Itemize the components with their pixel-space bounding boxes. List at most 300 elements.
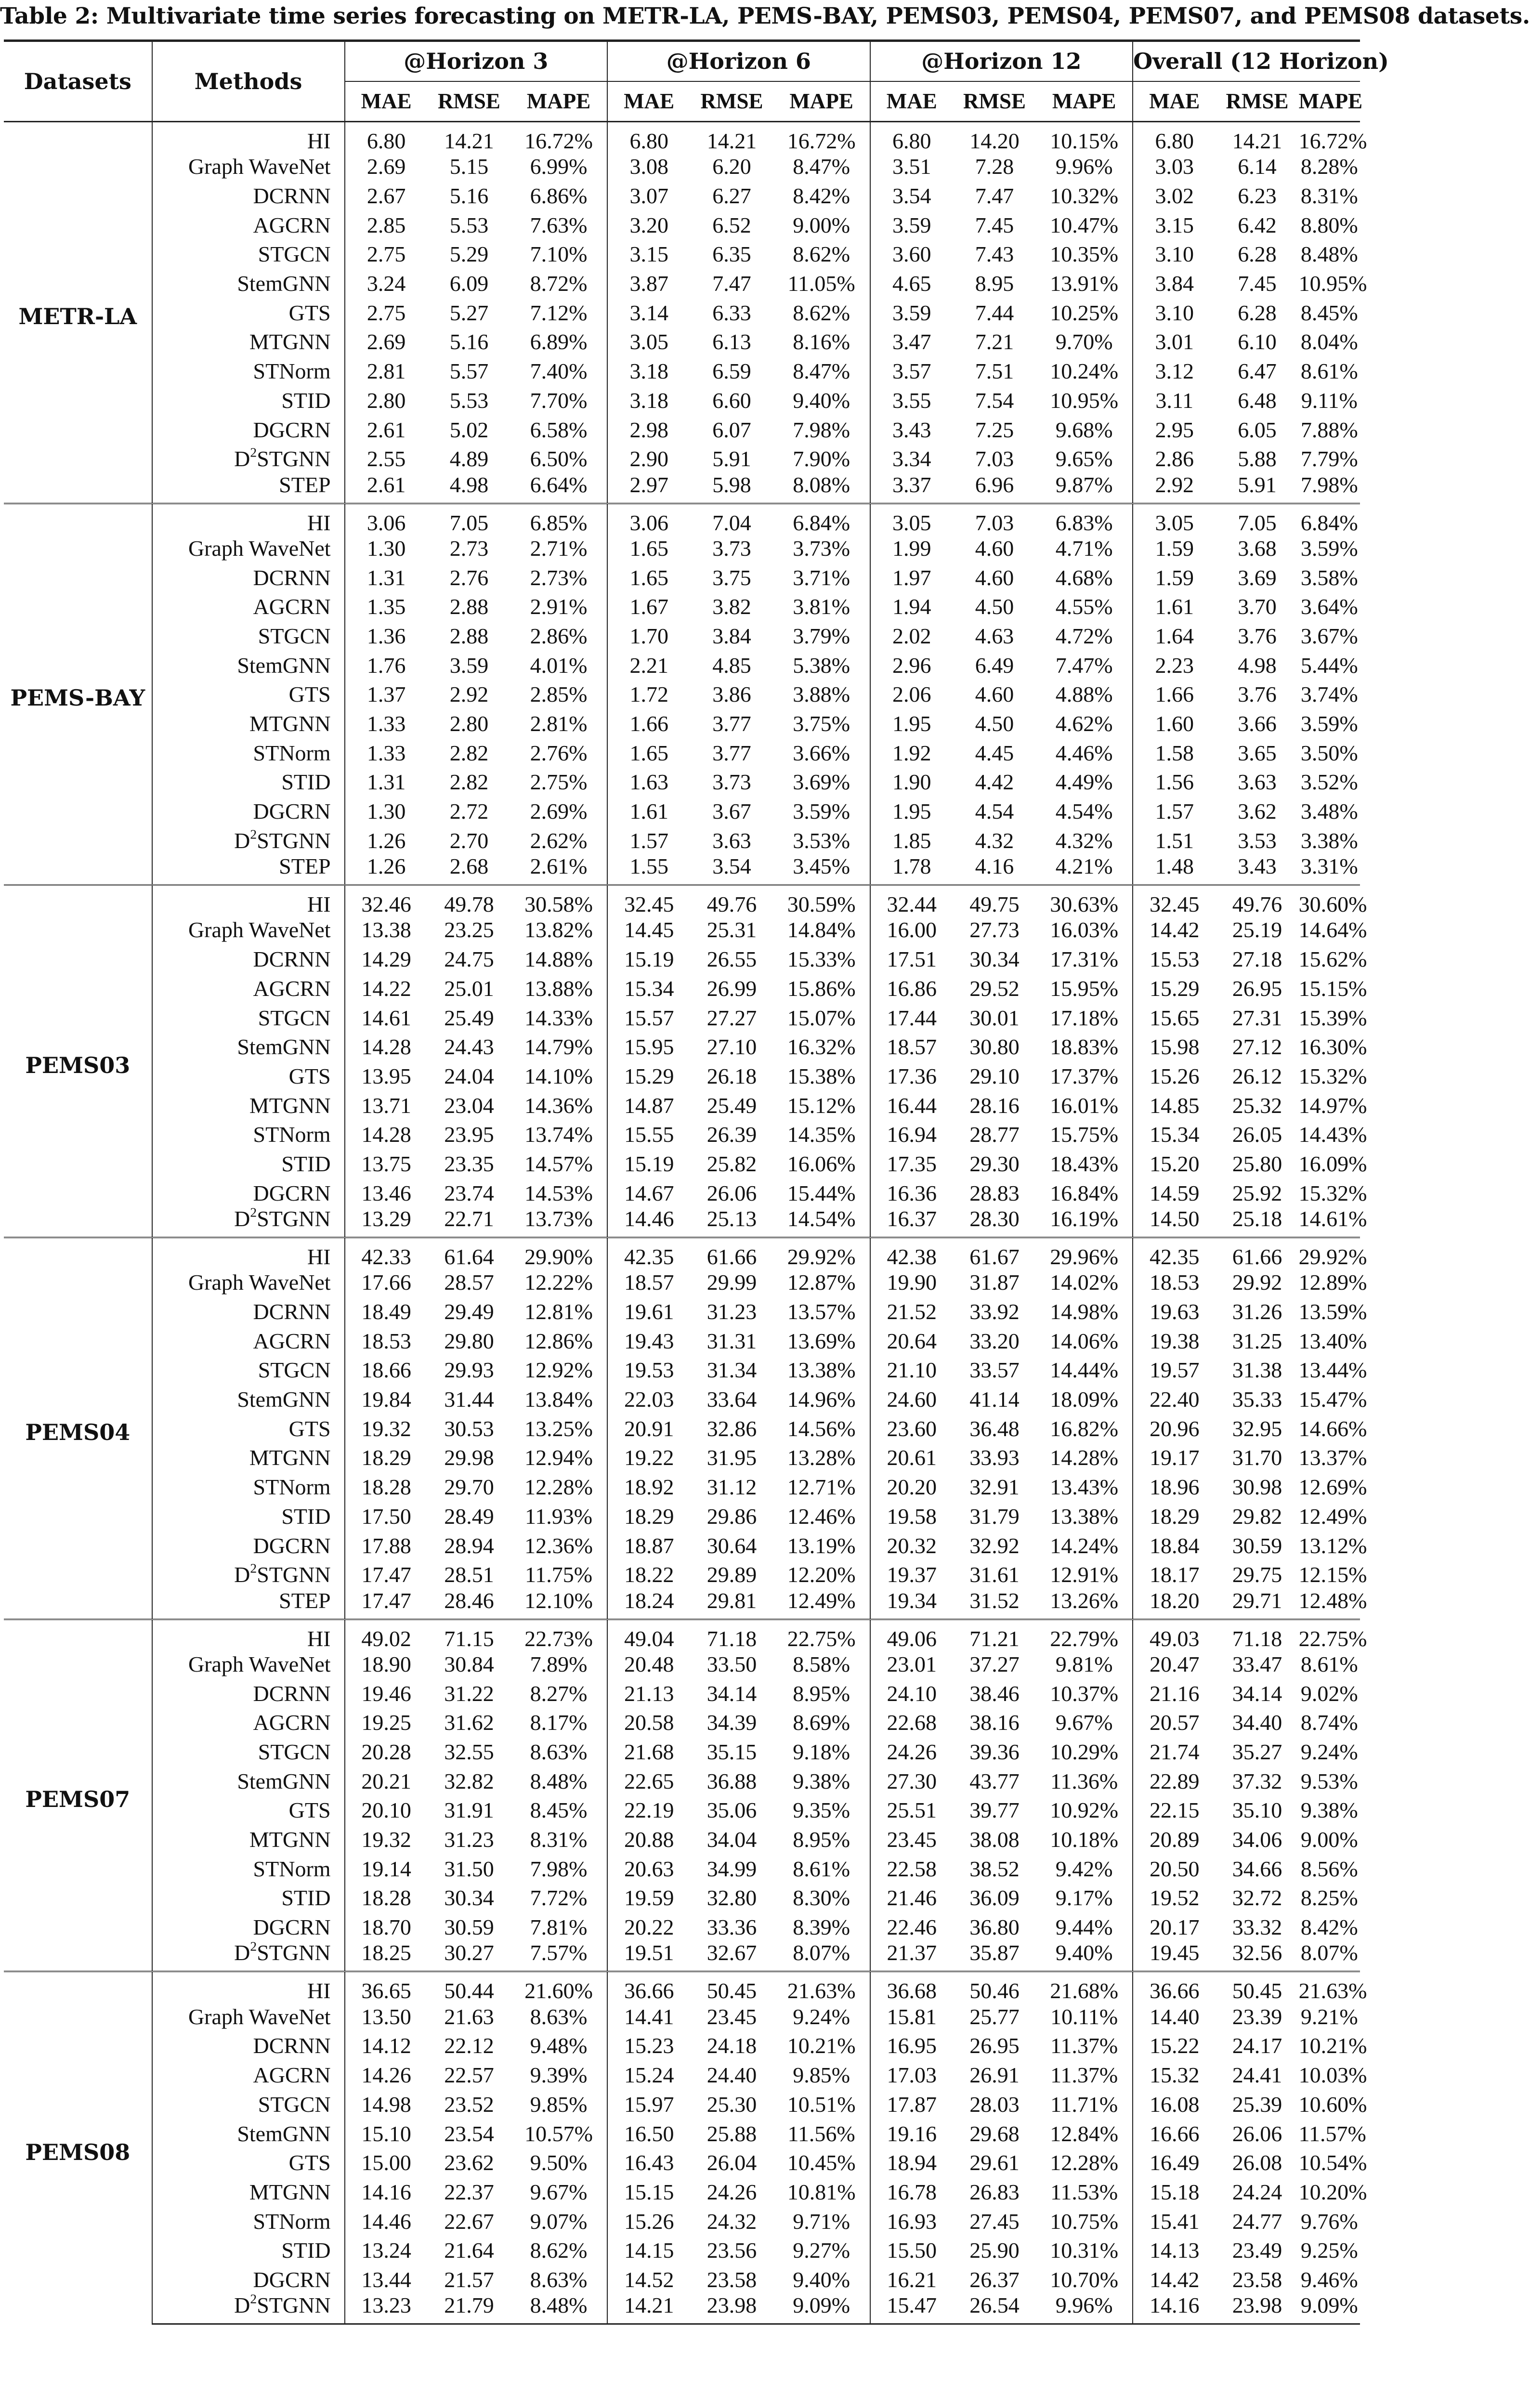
metric-cell: 15.32% [1298,1063,1367,1088]
metric-cell: 14.96% [787,1387,856,1412]
table-row [4,152,1360,182]
method-name: STGCN [152,1738,345,1767]
metric-cell: 36.66 [1133,1972,1216,2002]
metric-cell: 27.12 [1232,1034,1282,1060]
metric-cell: 10.60% [1298,2092,1367,2117]
metric-cell: 30.60% [1299,885,1360,916]
metric-cell: 14.21 [607,2294,690,2324]
metric-cell: 9.85% [530,2092,588,2117]
metric-cell: 30.53 [444,1416,494,1441]
table-row [4,269,1360,299]
metric-cell: 42.35 [607,1238,690,1269]
metric-cell: 15.75% [1050,1122,1119,1147]
method-name: DGCRN [152,2265,345,2295]
table-row [4,2178,1360,2207]
metric-cell: 9.07% [530,2209,588,2234]
metric-cell: 19.46 [345,1679,428,1708]
metric-cell: 9.44% [1055,1915,1113,1940]
metric-cell: 22.65 [607,1767,690,1796]
metric-cell: 20.61 [870,1443,953,1473]
metric-cell: 30.63% [1036,885,1133,916]
metric-cell: 6.48 [1238,388,1277,413]
metric-cell: 15.12% [787,1093,856,1118]
metric-cell: 15.81 [870,2002,953,2031]
method-name: StemGNN [152,2119,345,2148]
header-mape: MAPE [1299,81,1360,122]
metric-cell: 16.01% [1050,1093,1119,1118]
metric-cell: 16.37 [870,1208,953,1238]
metric-cell: 14.98 [345,2090,428,2120]
header-mape: MAPE [1036,81,1133,122]
metric-cell: 13.50 [345,2002,428,2031]
metric-cell: 9.00% [1300,1827,1358,1852]
metric-cell: 25.39 [1232,2092,1282,2117]
metric-cell: 50.45 [690,1972,773,2002]
metric-cell: 3.73% [793,536,850,561]
metric-cell: 18.17 [1133,1560,1216,1590]
metric-cell: 19.90 [870,1268,953,1297]
method-name: Graph WaveNet [152,2002,345,2031]
metric-cell: 14.42 [1133,2265,1216,2295]
metric-cell: 6.05 [1238,417,1277,442]
metric-cell: 9.53% [1300,1768,1358,1793]
metric-cell: 5.91 [1216,474,1298,504]
metric-cell: 3.53% [793,828,850,853]
table-row [4,2265,1360,2295]
metric-cell: 14.88% [524,947,593,972]
metric-cell: 29.92% [773,1238,870,1269]
metric-cell: 4.88% [1055,682,1113,707]
method-name: STID [152,768,345,797]
metric-cell: 21.60% [510,1972,607,2002]
method-name: STEP [152,855,345,885]
metric-cell: 34.40 [1232,1710,1282,1735]
metric-cell: 13.25% [524,1416,593,1441]
metric-cell: 3.66 [1238,711,1277,736]
metric-cell: 22.46 [870,1913,953,1942]
metric-cell: 1.78 [870,855,953,885]
metric-cell: 8.62% [530,2238,588,2263]
metric-cell: 11.05% [787,271,855,296]
table-row [4,1033,1360,1062]
metric-cell: 1.66 [1133,680,1216,709]
metric-cell: 19.43 [607,1326,690,1356]
metric-cell: 10.24% [1050,359,1119,384]
metric-cell: 9.09% [1299,2294,1360,2324]
metric-cell: 1.97 [870,563,953,592]
metric-cell: 1.56 [1133,768,1216,797]
metric-cell: 26.06 [1232,2121,1282,2146]
metric-cell: 35.33 [1232,1387,1282,1412]
metric-cell: 14.28 [345,1120,428,1150]
metric-cell: 11.71% [1050,2092,1118,2117]
metric-cell: 4.50 [975,594,1014,619]
metric-cell: 13.26% [1036,1590,1133,1620]
metric-cell: 9.35% [793,1798,850,1823]
metric-cell: 1.65 [607,563,690,592]
metric-cell: 12.86% [524,1328,593,1353]
metric-cell: 8.47% [793,359,850,384]
metric-cell: 7.98% [530,1856,588,1881]
metric-cell: 3.77 [712,740,751,765]
metric-cell: 1.33 [345,738,428,768]
metric-cell: 8.95 [975,271,1014,296]
metric-cell: 23.74 [444,1180,494,1205]
metric-cell: 18.22 [607,1560,690,1590]
metric-cell: 2.92 [449,682,489,707]
metric-cell: 18.96 [1133,1473,1216,1502]
metric-cell: 3.08 [607,152,690,182]
metric-cell: 14.52 [607,2265,690,2295]
table-row [4,240,1360,269]
metric-cell: 19.22 [607,1443,690,1473]
metric-cell: 19.53 [607,1356,690,1385]
metric-cell: 12.28% [524,1475,593,1500]
metric-cell: 8.62% [793,300,850,325]
metric-cell: 3.77 [712,711,751,736]
metric-cell: 12.89% [1298,1270,1367,1295]
metric-cell: 29.93 [444,1358,494,1383]
metric-cell: 16.09% [1298,1151,1367,1176]
metric-cell: 13.84% [524,1387,593,1412]
metric-cell: 17.88 [345,1531,428,1560]
metric-cell: 10.54% [1298,2150,1367,2175]
metric-cell: 28.49 [444,1504,494,1529]
metric-cell: 3.37 [870,474,953,504]
metric-cell: 25.51 [870,1796,953,1825]
metric-cell: 32.67 [690,1942,773,1972]
metric-cell: 2.91% [530,594,588,619]
metric-cell: 50.46 [953,1972,1036,2002]
method-name: MTGNN [152,709,345,739]
method-name: STEP [152,1590,345,1620]
metric-cell: 15.38% [787,1063,856,1088]
metric-cell: 28.57 [444,1270,494,1295]
metric-cell: 24.60 [870,1385,953,1414]
method-name: $D^2STGNN$ [152,1942,345,1972]
metric-cell: 31.34 [706,1358,757,1383]
table-row [4,797,1360,826]
metric-cell: 14.13 [1133,2236,1216,2265]
table-row [4,1796,1360,1825]
metric-cell: 27.73 [969,917,1020,942]
method-name: DGCRN [152,1531,345,1560]
header-rmse: RMSE [953,81,1036,122]
method-name: Graph WaveNet [152,916,345,945]
metric-cell: 3.88% [793,682,850,707]
metric-cell: 1.36 [345,622,428,651]
metric-cell: 4.45 [975,740,1014,765]
metric-cell: 23.95 [444,1122,494,1147]
metric-cell: 36.48 [969,1416,1020,1441]
metric-cell: 16.86 [870,974,953,1004]
dataset-label: PEMS08 [4,1972,152,2324]
metric-cell: 3.10 [1133,298,1216,327]
method-name: AGCRN [152,974,345,1004]
metric-cell: 33.36 [706,1915,757,1940]
metric-cell: 35.06 [706,1798,757,1823]
metric-cell: 9.81% [1055,1651,1113,1676]
metric-cell: 9.18% [793,1739,850,1764]
metric-cell: 19.58 [870,1502,953,1531]
metric-cell: 9.25% [1300,2238,1358,2263]
metric-cell: 3.69% [793,770,850,795]
metric-cell: 11.36% [1050,1768,1118,1793]
metric-cell: 15.97 [607,2090,690,2120]
metric-cell: 7.70% [530,388,588,413]
metric-cell: 1.57 [1133,797,1216,826]
table-row [4,2002,1360,2031]
metric-cell: 16.32% [787,1034,856,1060]
metric-cell: 10.32% [1050,183,1119,209]
metric-cell: 12.91% [1050,1562,1119,1587]
metric-cell: 29.81 [690,1590,773,1620]
metric-cell: 14.87 [607,1091,690,1120]
metric-cell: 6.80 [1133,122,1216,153]
table-row [4,1708,1360,1738]
method-name: AGCRN [152,2061,345,2090]
method-name: GTS [152,298,345,327]
metric-cell: 15.50 [870,2236,953,2265]
metric-cell: 23.98 [690,2294,773,2324]
method-name: STNorm [152,1854,345,1884]
metric-cell: 3.70 [1238,594,1277,619]
metric-cell: 3.51 [870,152,953,182]
metric-cell: 7.90% [793,446,850,471]
metric-cell: 13.23 [345,2294,428,2324]
metric-cell: 19.32 [345,1414,428,1443]
dataset-group [4,1238,1367,1620]
metric-cell: 9.27% [793,2238,850,2263]
metric-cell: 31.26 [1232,1299,1282,1324]
metric-cell: 10.29% [1050,1739,1119,1764]
metric-cell: 6.80 [345,122,428,153]
metric-cell: 9.48% [530,2033,588,2058]
metric-cell: 3.18 [607,357,690,386]
metric-cell: 13.91% [1050,271,1119,296]
metric-cell: 10.18% [1050,1827,1119,1852]
method-name: STID [152,1502,345,1531]
metric-cell: 25.49 [706,1093,757,1118]
metric-cell: 24.04 [444,1063,494,1088]
metric-cell: 14.43% [1298,1122,1367,1147]
metric-cell: 29.89 [706,1562,757,1587]
metric-cell: 25.01 [444,976,494,1001]
metric-cell: 33.92 [969,1299,1020,1324]
metric-cell: 10.70% [1050,2267,1119,2292]
metric-cell: 13.28% [787,1445,856,1470]
metric-cell: 1.55 [607,855,690,885]
metric-cell: 34.39 [706,1710,757,1735]
metric-cell: 16.66 [1133,2119,1216,2148]
metric-cell: 35.15 [706,1739,757,1764]
metric-cell: 5.02 [449,417,489,442]
metric-cell: 25.49 [444,1005,494,1030]
table-row [4,1150,1360,1179]
metric-cell: 14.16 [345,2178,428,2207]
header-rmse: RMSE [428,81,510,122]
metric-cell: 29.49 [444,1299,494,1324]
metric-cell: 22.73% [510,1619,607,1650]
metric-cell: 9.46% [1300,2267,1358,2292]
metric-cell: 6.27 [712,183,751,209]
metric-cell: 42.35 [1133,1238,1216,1269]
metric-cell: 20.63 [607,1854,690,1884]
metric-cell: 49.06 [870,1619,953,1650]
metric-cell: 9.96% [1036,2294,1133,2324]
metric-cell: 18.29 [607,1502,690,1531]
metric-cell: 6.42 [1238,212,1277,237]
metric-cell: 49.02 [345,1619,428,1650]
metric-cell: 18.29 [1133,1502,1216,1531]
metric-cell: 32.86 [706,1416,757,1441]
metric-cell: 3.55 [870,386,953,416]
metric-cell: 21.68% [1036,1972,1133,2002]
metric-cell: 35.87 [953,1942,1036,1972]
method-name: Graph WaveNet [152,152,345,182]
metric-cell: 1.58 [1133,738,1216,768]
metric-cell: 2.92 [1133,474,1216,504]
metric-cell: 17.37% [1050,1063,1119,1088]
metric-cell: 2.97 [607,474,690,504]
metric-cell: 13.46 [345,1178,428,1208]
metric-cell: 2.82 [449,770,489,795]
metric-cell: 23.49 [1232,2238,1282,2263]
metric-cell: 7.04 [690,503,773,534]
metric-cell: 30.84 [444,1651,494,1676]
metric-cell: 3.59 [449,653,489,678]
metric-cell: 10.15% [1036,122,1133,153]
metric-cell: 3.64% [1300,594,1358,619]
metric-cell: 6.28 [1238,242,1277,267]
metric-cell: 13.43% [1050,1475,1119,1500]
metric-cell: 34.14 [1232,1681,1282,1706]
table-row [4,1502,1360,1531]
metric-cell: 1.30 [345,797,428,826]
metric-cell: 16.44 [870,1091,953,1120]
metric-cell: 11.37% [1050,2033,1118,2058]
metric-cell: 30.98 [1232,1475,1282,1500]
metric-cell: 1.65 [607,534,690,563]
metric-cell: 14.21 [690,122,773,153]
metric-cell: 20.22 [607,1913,690,1942]
header-rmse: RMSE [1216,81,1298,122]
metric-cell: 6.85% [510,503,607,534]
metric-cell: 8.31% [1300,183,1358,209]
metric-cell: 15.95% [1050,976,1119,1001]
metric-cell: 3.73 [712,770,751,795]
metric-cell: 13.82% [524,917,593,942]
metric-cell: 24.32 [706,2209,757,2234]
metric-cell: 9.67% [1055,1710,1113,1735]
metric-cell: 18.70 [345,1913,428,1942]
metric-cell: 3.20 [607,210,690,240]
metric-cell: 15.22 [1133,2031,1216,2061]
table-row [4,768,1360,797]
dataset-label: PEMS03 [4,885,152,1238]
metric-cell: 71.18 [1216,1619,1298,1650]
metric-cell: 71.18 [690,1619,773,1650]
method-name: GTS [152,1414,345,1443]
metric-cell: 19.32 [345,1825,428,1855]
metric-cell: 10.25% [1050,300,1119,325]
metric-cell: 11.93% [525,1504,593,1529]
metric-cell: 6.14 [1238,154,1277,179]
metric-cell: 32.92 [969,1533,1020,1558]
metric-cell: 49.03 [1133,1619,1216,1650]
metric-cell: 2.23 [1133,651,1216,680]
metric-cell: 2.90 [607,445,690,474]
metric-cell: 24.77 [1232,2209,1282,2234]
metric-cell: 3.43 [1216,855,1298,885]
metric-cell: 13.40% [1298,1328,1367,1353]
metric-cell: 10.75% [1050,2209,1119,2234]
metric-cell: 20.58 [607,1708,690,1738]
metric-cell: 9.67% [530,2179,588,2204]
metric-cell: 15.15% [1298,976,1367,1001]
metric-cell: 10.21% [1298,2033,1367,2058]
table-row [4,1679,1360,1708]
metric-cell: 1.31 [345,768,428,797]
metric-cell: 1.94 [870,592,953,622]
method-name: AGCRN [152,210,345,240]
metric-cell: 5.16 [449,329,489,354]
metric-cell: 1.90 [870,768,953,797]
header-mae: MAE [607,81,690,122]
metric-cell: 13.95 [345,1062,428,1091]
metric-cell: 4.32 [975,828,1014,853]
metric-cell: 8.28% [1300,154,1358,179]
metric-cell: 20.88 [607,1825,690,1855]
metric-cell: 31.87 [969,1270,1020,1295]
metric-cell: 14.54% [773,1208,870,1238]
metric-cell: 6.23 [1238,183,1277,209]
metric-cell: 5.91 [712,446,751,471]
table-row [4,563,1360,592]
metric-cell: 14.46 [607,1208,690,1238]
metric-cell: 8.04% [1300,329,1358,354]
dataset-group [4,1619,1367,1972]
metric-cell: 2.73 [449,536,489,561]
metric-cell: 28.51 [444,1562,494,1587]
metric-cell: 8.48% [1300,242,1358,267]
table-row [4,357,1360,386]
metric-cell: 19.14 [345,1854,428,1884]
metric-cell: 9.42% [1055,1856,1113,1881]
metric-cell: 16.84% [1050,1180,1119,1205]
metric-cell: 3.24 [345,269,428,299]
metric-cell: 16.78 [870,2178,953,2207]
metric-cell: 61.66 [1216,1238,1298,1269]
metric-cell: 3.11 [1133,386,1216,416]
metric-cell: 4.63 [975,623,1014,648]
metric-cell: 1.66 [607,709,690,739]
method-name: AGCRN [152,1326,345,1356]
metric-cell: 3.62 [1238,799,1277,824]
metric-cell: 25.90 [969,2238,1020,2263]
metric-cell: 38.52 [969,1856,1020,1881]
metric-cell: 3.59% [793,799,850,824]
metric-cell: 8.48% [510,2294,607,2324]
metric-cell: 8.45% [530,1798,588,1823]
metric-cell: 3.59% [1300,711,1358,736]
table-row [4,445,1360,474]
metric-cell: 27.30 [870,1767,953,1796]
metric-cell: 15.86% [787,976,856,1001]
metric-cell: 10.57% [524,2121,593,2146]
metric-cell: 20.57 [1133,1708,1216,1738]
metric-cell: 6.33 [712,300,751,325]
